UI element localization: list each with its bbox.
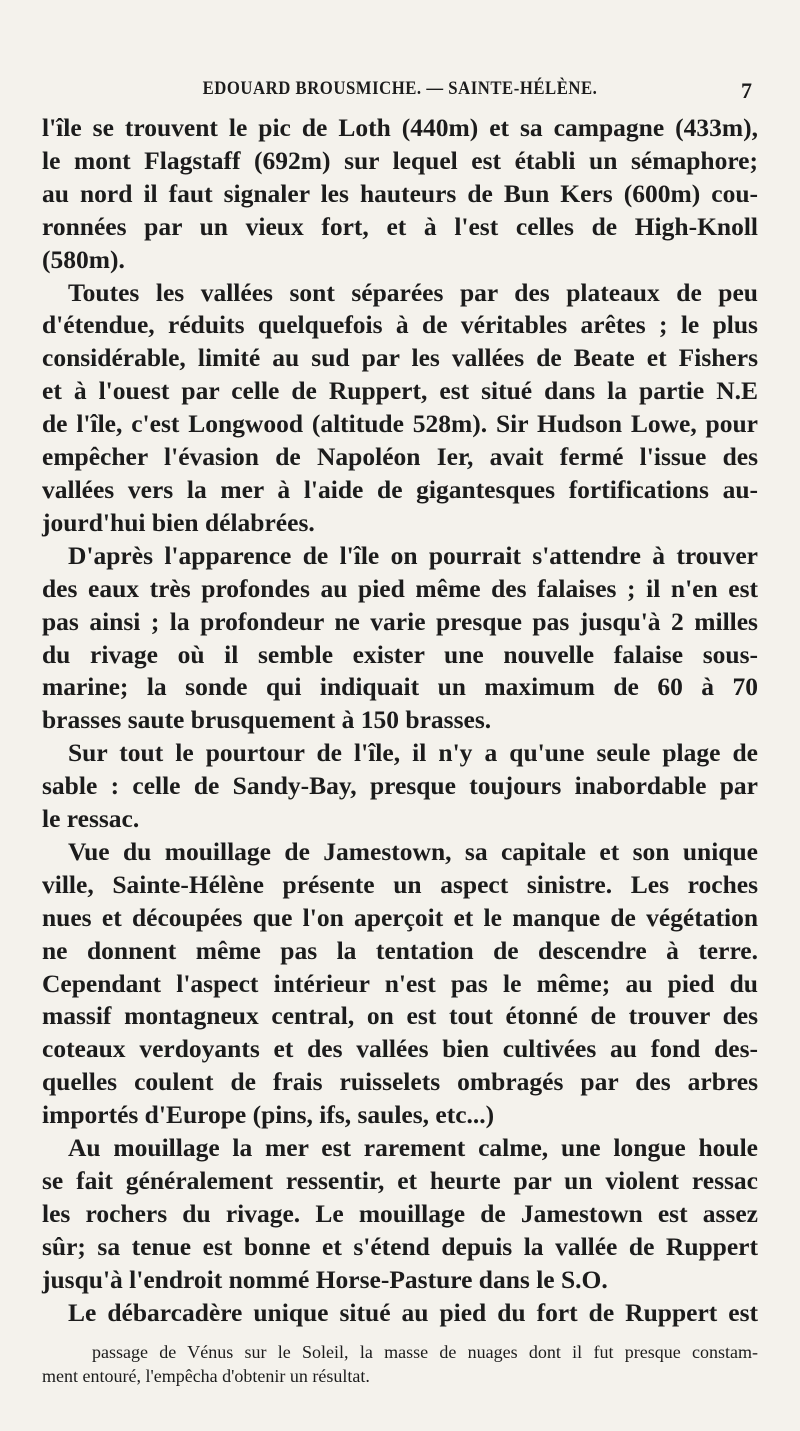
text-line: Cependant l'aspect intérieur n'est pas le même; au pied du (42, 968, 758, 998)
text-line: marine; la sonde qui indiquait un maximum de 60 à 70 (42, 672, 758, 702)
text-line: d'étendue, réduits quelquefois à de véritables arêtes ; le plus (42, 310, 758, 340)
text-line: se fait généralement ressentir, et heurte par un violent ressac (42, 1166, 758, 1195)
text-line: Sur tout le pourtour de l'île, il n'y a qu'une seule plage de (68, 738, 758, 768)
text-line: D'après l'apparence de l'île on pourrait s'attendre à trouver (68, 540, 758, 570)
text-line: du rivage où il semble exister une nouvelle falaise sous- (42, 639, 758, 669)
footnote (42, 1340, 758, 1388)
text-line: sable : celle de Sandy-Bay, presque toujours inabordable par (42, 771, 758, 801)
text-line: quelles coulent de frais ruisselets ombragés par des arbres (42, 1067, 758, 1097)
text-line: nues et découpées que l'on aperçoit et le manque de végétation (42, 902, 758, 932)
text-line: Le débarcadère unique situé au pied du fort de Ruppert est (68, 1297, 758, 1327)
text-line: jourd'hui bien délabrées. (42, 507, 315, 537)
text-line: massif montagneux central, on est tout étonné de trouver des (42, 1001, 758, 1031)
text-line: (580m). (42, 244, 125, 274)
footnote-line: passage de Vénus sur le Soleil, la masse de nuages dont il fut presque constam- (92, 1342, 758, 1362)
text-line: jusqu'à l'endroit nommé Horse-Pasture dans le S.O. (42, 1264, 608, 1294)
text-line: sûr; sa tenue est bonne et s'étend depuis la vallée de Ruppert (42, 1231, 758, 1261)
header-title: EDOUARD BROUSMICHE. — SAINTE-HÉLÈNE. (202, 78, 598, 99)
text-line: le ressac. (42, 804, 140, 834)
text-line: considérable, limité au sud par les vallées de Beate et Fishers (42, 343, 758, 373)
text-line: vallées vers la mer à l'aide de gigantesques fortifications au- (42, 474, 758, 504)
text-line: ne donnent même pas la tentation de descendre à terre. (42, 935, 758, 965)
text-line: coteaux verdoyants et des vallées bien cultivées au fond des- (42, 1034, 758, 1064)
page-number: 7 (741, 78, 752, 103)
text-line: pas ainsi ; la profondeur ne varie presque pas jusqu'à 2 milles (42, 606, 758, 636)
text-line: ronnées par un vieux fort, et à l'est celles de High-Knoll (42, 211, 758, 241)
text-line: l'île se trouvent le pic de Loth (440m) et sa campagne (433m), (42, 113, 758, 142)
text-line: de l'île, c'est Longwood (altitude 528m). Sir Hudson Lowe, pour (42, 409, 758, 439)
text-line: les rochers du rivage. Le mouillage de Jamestown est assez (42, 1198, 758, 1228)
running-header (40, 78, 760, 108)
text-line: Au mouillage la mer est rarement calme, une longue houle (68, 1133, 758, 1163)
text-line: Toutes les vallées sont séparées par des plateaux de peu (68, 277, 758, 307)
text-line: au nord il faut signaler les hauteurs de Bun Kers (600m) cou- (42, 178, 758, 208)
body-text (42, 112, 758, 1330)
text-line: le mont Flagstaff (692m) sur lequel est établi un sémaphore; (42, 145, 758, 175)
text-line: et à l'ouest par celle de Ruppert, est situé dans la partie N.E (42, 376, 758, 406)
text-line: Vue du mouillage de Jamestown, sa capitale et son unique (68, 836, 758, 866)
text-line: importés d'Europe (pins, ifs, saules, etc...) (42, 1100, 495, 1130)
text-line: brasses saute brusquement à 150 brasses. (42, 705, 492, 735)
text-line: empêcher l'évasion de Napoléon Ier, avait fermé l'issue des (42, 442, 758, 472)
text-line: ville, Sainte-Hélène présente un aspect sinistre. Les roches (42, 869, 758, 899)
text-line: des eaux très profondes au pied même des falaises ; il n'en est (42, 573, 758, 603)
footnote-line: ment entouré, l'empêcha d'obtenir un résultat. (42, 1366, 370, 1386)
